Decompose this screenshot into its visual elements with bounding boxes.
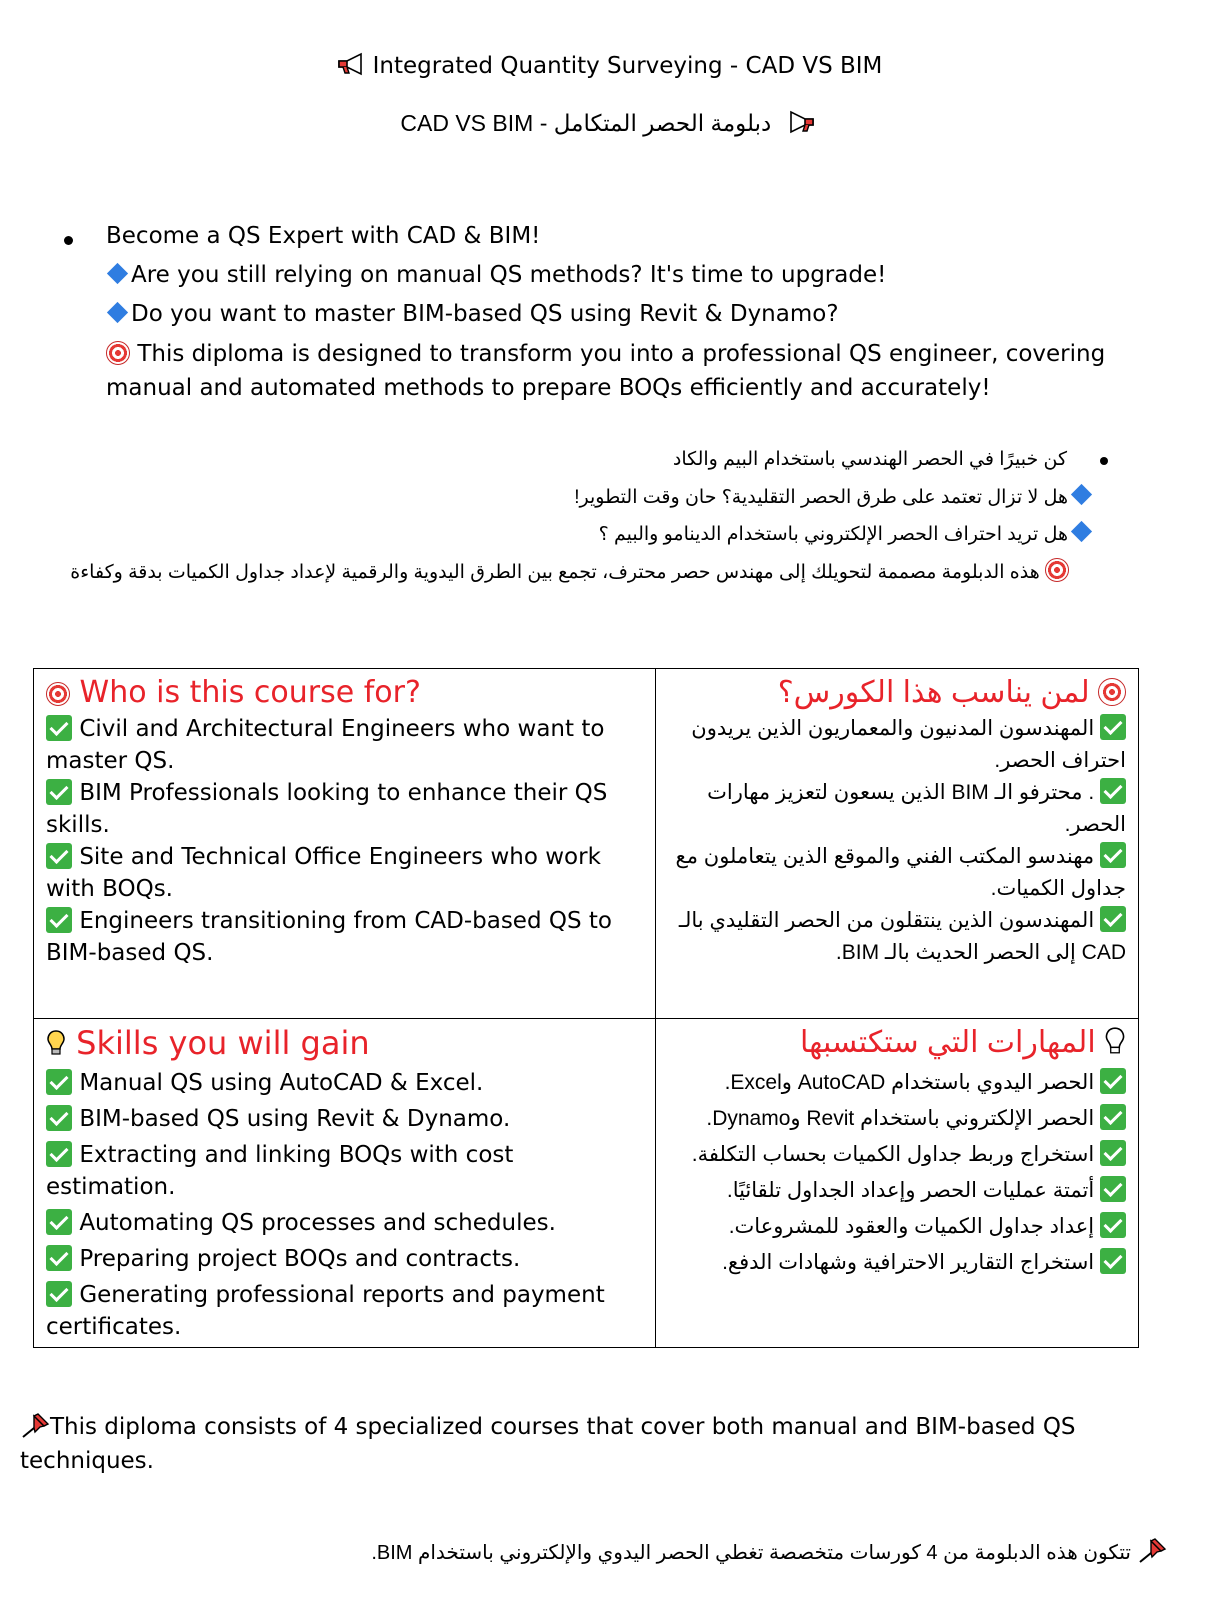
lightbulb-icon	[46, 1029, 66, 1057]
intro-ar-q2: هل تريد احتراف الحصر الإلكتروني باستخدام الدينامو والبيم ؟	[598, 524, 1068, 545]
footer-ar: تتكون هذه الدبلومة من 4 كورسات متخصصة تغطي الحصر اليدوي والإلكتروني باستخدام BIM.	[371, 1542, 1131, 1564]
pushpin-icon	[1137, 1537, 1167, 1563]
intro-ar-desc-block	[9, 558, 1069, 588]
list-item-text: المهندسون الذين ينتقلون من الحصر التقليدي بالـ CAD إلى الحصر الحديث بالـ BIM.	[678, 909, 1126, 964]
check-icon	[1100, 1248, 1126, 1274]
check-icon	[46, 1069, 72, 1095]
list-item-text: Civil and Architectural Engineers who want to master QS.	[46, 716, 605, 774]
footer-en-block	[20, 1410, 1120, 1478]
list-item-text: استخراج التقارير الاحترافية وشهادات الدفع.	[722, 1251, 1095, 1274]
list-item-text: Site and Technical Office Engineers who work with BOQs.	[46, 844, 601, 902]
pushpin-icon	[20, 1412, 50, 1438]
intro-en-bullet: Become a QS Expert with CAD & BIM!	[106, 223, 541, 249]
target-icon	[46, 682, 70, 706]
check-icon	[46, 1209, 72, 1235]
list-item	[46, 713, 643, 777]
list-item	[668, 777, 1126, 841]
list-item	[668, 1103, 1126, 1135]
check-icon	[46, 715, 72, 741]
title-en: Integrated Quantity Surveying - CAD VS BIM	[372, 53, 883, 79]
list-item	[46, 841, 643, 905]
target-icon	[1045, 558, 1069, 582]
list-item-text: أتمتة عمليات الحصر وإعداد الجداول تلقائيًا.	[726, 1179, 1095, 1202]
skills-en-cell	[34, 1019, 656, 1348]
list-item-text: إعداد جداول الكميات والعقود للمشروعات.	[728, 1215, 1095, 1238]
megaphone-icon	[335, 52, 367, 76]
list-item-text: الحصر الإلكتروني باستخدام Revit وDynamo.	[706, 1107, 1095, 1130]
list-item-text: Automating QS processes and schedules.	[79, 1210, 556, 1236]
intro-en-q1-line	[106, 258, 886, 292]
list-item-text: Preparing project BOQs and contracts.	[79, 1246, 521, 1272]
megaphone-icon	[785, 110, 817, 134]
list-item	[668, 1247, 1126, 1279]
list-item	[668, 713, 1126, 777]
footer-ar-line	[371, 1536, 1167, 1570]
check-icon	[1100, 1212, 1126, 1238]
intro-ar-bullet: كن خبيرًا في الحصر الهندسي باستخدام البيم والكاد	[672, 449, 1067, 470]
check-icon	[1100, 1176, 1126, 1202]
skills-en-heading-row	[46, 1023, 643, 1063]
intro-ar-q2-line	[599, 518, 1095, 552]
list-item	[46, 1207, 643, 1239]
check-icon	[46, 907, 72, 933]
check-icon	[1100, 842, 1126, 868]
list-item-text: Generating professional reports and payment certificates.	[46, 1282, 605, 1340]
list-item	[46, 1139, 643, 1203]
audience-ar-heading-row	[668, 673, 1126, 713]
list-item-text: Manual QS using AutoCAD & Excel.	[79, 1070, 484, 1096]
target-icon	[1098, 678, 1126, 706]
intro-ar-q1: هل لا تزال تعتمد على طرق الحصر التقليدية؟ حان وقت التطوير!	[574, 487, 1068, 508]
course-info-table	[33, 668, 1139, 1348]
bullet-dot	[64, 236, 73, 245]
list-item-text: الحصر اليدوي باستخدام AutoCAD وExcel.	[724, 1071, 1095, 1094]
check-icon	[1100, 1140, 1126, 1166]
list-item-text: استخراج وربط جداول الكميات بحساب التكلفة.	[691, 1143, 1095, 1166]
audience-ar-heading: لمن يناسب هذا الكورس؟	[777, 676, 1090, 709]
title-ar: CAD VS BIM - دبلومة الحصر المتكامل	[400, 110, 772, 136]
list-item-text: BIM-based QS using Revit & Dynamo.	[79, 1106, 511, 1132]
blue-diamond-icon	[1071, 521, 1092, 542]
list-item-text: . محترفو الـ BIM الذين يسعون لتعزيز مهارات الحصر.	[707, 781, 1126, 836]
intro-en-desc-block	[106, 337, 1116, 405]
check-icon	[46, 779, 72, 805]
list-item	[668, 841, 1126, 905]
footer-en: This diploma consists of 4 specialized courses that cover both manual and BIM-based QS techniques.	[20, 1414, 1076, 1474]
intro-en-q2-line	[106, 297, 839, 331]
intro-en-desc: This diploma is designed to transform you into a professional QS engineer, covering manual and automated methods to prepare BOQs efficiently and accurately!	[106, 341, 1106, 401]
check-icon	[46, 843, 72, 869]
intro-ar-desc: هذه الدبلومة مصممة لتحويلك إلى مهندس حصر محترف، تجمع بين الطرق اليدوية والرقمية لإعداد جداول الكميات بدقة وكفاءة	[70, 562, 1040, 583]
intro-en-q2: Do you want to master BIM-based QS using Revit & Dynamo?	[131, 301, 839, 327]
list-item	[46, 905, 643, 969]
skills-ar-cell	[656, 1019, 1139, 1348]
list-item-text: مهندسو المكتب الفني والموقع الذين يتعاملون مع جداول الكميات.	[675, 845, 1126, 900]
list-item	[668, 1139, 1126, 1171]
check-icon	[1100, 1104, 1126, 1130]
skills-en-heading: Skills you will gain	[76, 1024, 370, 1062]
check-icon	[1100, 714, 1126, 740]
skills-ar-heading-row	[668, 1023, 1126, 1063]
blue-diamond-icon	[107, 263, 128, 284]
check-icon	[1100, 906, 1126, 932]
skills-ar-heading: المهارات التي ستكتسبها	[800, 1026, 1096, 1059]
check-icon	[46, 1281, 72, 1307]
list-item	[46, 777, 643, 841]
title-ar-line	[0, 110, 1217, 137]
intro-ar-q1-line	[574, 481, 1095, 515]
audience-ar-cell	[656, 669, 1139, 1019]
list-item	[668, 1211, 1126, 1243]
list-item	[46, 1067, 643, 1099]
list-item	[668, 1067, 1126, 1099]
list-item-text: Extracting and linking BOQs with cost estimation.	[46, 1142, 514, 1200]
blue-diamond-icon	[1071, 484, 1092, 505]
list-item-text: BIM Professionals looking to enhance their QS skills.	[46, 780, 608, 838]
list-item	[46, 1103, 643, 1135]
check-icon	[46, 1245, 72, 1271]
check-icon	[46, 1105, 72, 1131]
lightbulb-icon	[1104, 1026, 1126, 1056]
title-en-line	[0, 52, 1217, 79]
list-item-text: المهندسون المدنيون والمعماريون الذين يريدون احتراف الحصر.	[691, 717, 1126, 772]
audience-en-heading-row	[46, 673, 643, 713]
list-item	[668, 1175, 1126, 1207]
list-item	[668, 905, 1126, 969]
intro-en-q1: Are you still relying on manual QS methods? It's time to upgrade!	[131, 262, 887, 288]
list-item	[46, 1243, 643, 1275]
blue-diamond-icon	[107, 302, 128, 323]
check-icon	[46, 1141, 72, 1167]
list-item	[46, 1279, 643, 1343]
audience-en-cell	[34, 669, 656, 1019]
list-item-text: Engineers transitioning from CAD-based QS to BIM-based QS.	[46, 908, 612, 966]
bullet-dot	[1100, 457, 1108, 465]
check-icon	[1100, 778, 1126, 804]
target-icon	[106, 341, 130, 365]
audience-en-heading: Who is this course for?	[79, 675, 421, 710]
check-icon	[1100, 1068, 1126, 1094]
